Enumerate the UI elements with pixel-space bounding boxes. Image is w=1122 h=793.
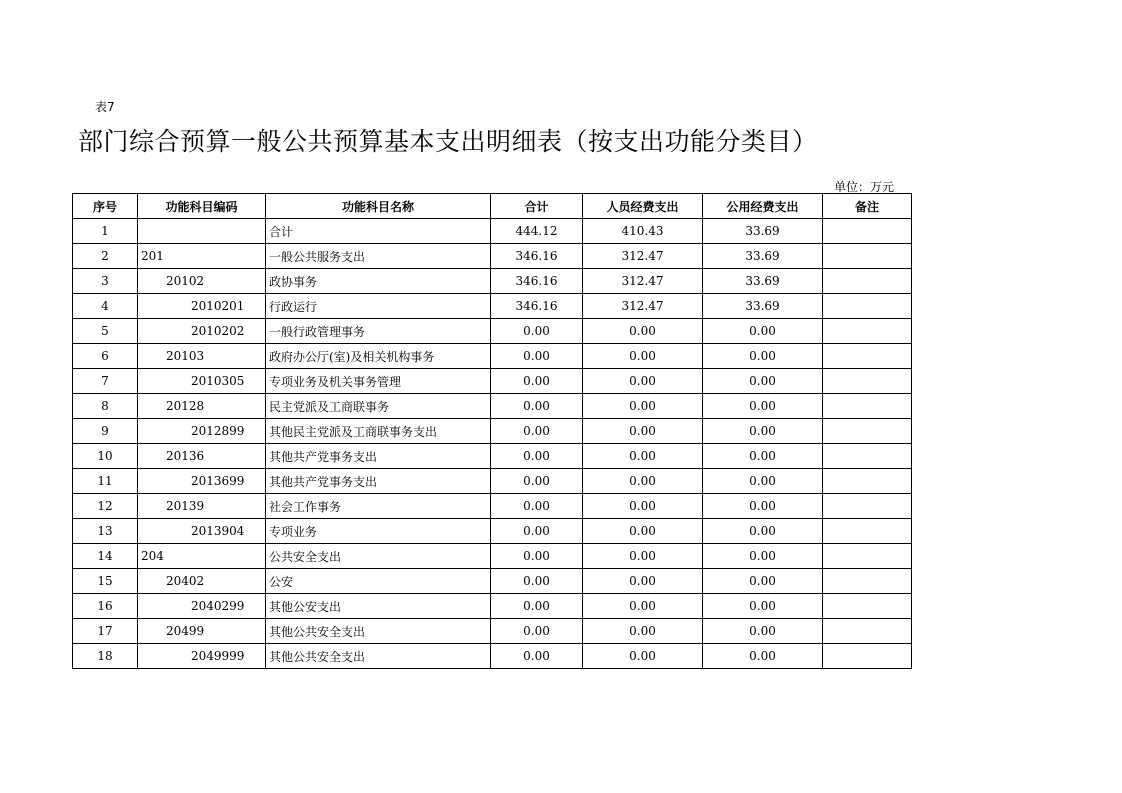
table-row — [73, 594, 912, 619]
cell-remark — [823, 494, 912, 519]
table-row — [73, 469, 912, 494]
cell-name: 民主党派及工商联事务 — [266, 394, 491, 419]
cell-seq: 11 — [73, 469, 138, 494]
cell-name: 一般公共服务支出 — [266, 244, 491, 269]
cell-code: 20402 — [138, 569, 266, 594]
cell-total: 0.00 — [491, 444, 583, 469]
table-row — [73, 519, 912, 544]
cell-personnel: 0.00 — [583, 594, 703, 619]
cell-code: 2040299 — [138, 594, 266, 619]
table-row — [73, 344, 912, 369]
cell-total: 346.16 — [491, 244, 583, 269]
header-name: 功能科目名称 — [266, 194, 491, 219]
unit-label: 单位：万元 — [834, 180, 895, 194]
cell-personnel: 0.00 — [583, 619, 703, 644]
cell-public: 33.69 — [703, 244, 823, 269]
cell-total: 346.16 — [491, 294, 583, 319]
cell-personnel: 0.00 — [583, 394, 703, 419]
cell-seq: 15 — [73, 569, 138, 594]
cell-name: 公安 — [266, 569, 491, 594]
cell-public: 0.00 — [703, 594, 823, 619]
cell-remark — [823, 619, 912, 644]
cell-code: 20136 — [138, 444, 266, 469]
cell-code: 2013699 — [138, 469, 266, 494]
cell-code — [138, 219, 266, 244]
cell-personnel: 312.47 — [583, 244, 703, 269]
header-public: 公用经费支出 — [703, 194, 823, 219]
cell-total: 0.00 — [491, 419, 583, 444]
budget-table — [72, 193, 912, 669]
cell-personnel: 0.00 — [583, 419, 703, 444]
cell-total: 0.00 — [491, 469, 583, 494]
table-row — [73, 644, 912, 669]
cell-personnel: 410.43 — [583, 219, 703, 244]
cell-remark — [823, 294, 912, 319]
cell-total: 0.00 — [491, 644, 583, 669]
table-header — [73, 194, 912, 219]
cell-name: 政协事务 — [266, 269, 491, 294]
cell-seq: 8 — [73, 394, 138, 419]
cell-code: 20103 — [138, 344, 266, 369]
cell-name: 公共安全支出 — [266, 544, 491, 569]
cell-code: 20499 — [138, 619, 266, 644]
cell-personnel: 0.00 — [583, 369, 703, 394]
cell-name: 社会工作事务 — [266, 494, 491, 519]
table-row — [73, 494, 912, 519]
cell-remark — [823, 594, 912, 619]
table-row — [73, 419, 912, 444]
cell-remark — [823, 219, 912, 244]
table-row — [73, 544, 912, 569]
cell-public: 0.00 — [703, 644, 823, 669]
cell-remark — [823, 519, 912, 544]
cell-personnel: 0.00 — [583, 469, 703, 494]
cell-public: 33.69 — [703, 269, 823, 294]
cell-code: 204 — [138, 544, 266, 569]
cell-remark — [823, 244, 912, 269]
cell-total: 0.00 — [491, 394, 583, 419]
cell-seq: 14 — [73, 544, 138, 569]
cell-seq: 5 — [73, 319, 138, 344]
cell-name: 一般行政管理事务 — [266, 319, 491, 344]
cell-public: 33.69 — [703, 294, 823, 319]
cell-name: 合计 — [266, 219, 491, 244]
page-title: 部门综合预算一般公共预算基本支出明细表（按支出功能分类目） — [78, 127, 818, 156]
cell-remark — [823, 394, 912, 419]
cell-public: 0.00 — [703, 619, 823, 644]
table-row — [73, 444, 912, 469]
cell-remark — [823, 344, 912, 369]
cell-public: 33.69 — [703, 219, 823, 244]
cell-public: 0.00 — [703, 344, 823, 369]
cell-total: 0.00 — [491, 544, 583, 569]
cell-code: 2012899 — [138, 419, 266, 444]
cell-public: 0.00 — [703, 494, 823, 519]
cell-seq: 1 — [73, 219, 138, 244]
cell-remark — [823, 269, 912, 294]
cell-name: 行政运行 — [266, 294, 491, 319]
cell-personnel: 312.47 — [583, 294, 703, 319]
cell-total: 444.12 — [491, 219, 583, 244]
table-number-label: 表7 — [95, 100, 115, 114]
cell-code: 2010202 — [138, 319, 266, 344]
table-row — [73, 394, 912, 419]
header-personnel: 人员经费支出 — [583, 194, 703, 219]
cell-remark — [823, 544, 912, 569]
cell-remark — [823, 319, 912, 344]
cell-seq: 16 — [73, 594, 138, 619]
cell-public: 0.00 — [703, 519, 823, 544]
cell-personnel: 0.00 — [583, 344, 703, 369]
cell-name: 其他民主党派及工商联事务支出 — [266, 419, 491, 444]
cell-total: 0.00 — [491, 369, 583, 394]
cell-seq: 13 — [73, 519, 138, 544]
cell-name: 专项业务 — [266, 519, 491, 544]
cell-code: 20128 — [138, 394, 266, 419]
cell-personnel: 0.00 — [583, 544, 703, 569]
cell-personnel: 0.00 — [583, 644, 703, 669]
table-body — [73, 219, 912, 669]
cell-personnel: 0.00 — [583, 494, 703, 519]
cell-seq: 9 — [73, 419, 138, 444]
cell-seq: 17 — [73, 619, 138, 644]
cell-code: 2010305 — [138, 369, 266, 394]
cell-seq: 18 — [73, 644, 138, 669]
cell-personnel: 312.47 — [583, 269, 703, 294]
cell-remark — [823, 644, 912, 669]
header-remark: 备注 — [823, 194, 912, 219]
cell-total: 0.00 — [491, 319, 583, 344]
cell-personnel: 0.00 — [583, 519, 703, 544]
header-seq: 序号 — [73, 194, 138, 219]
cell-public: 0.00 — [703, 469, 823, 494]
cell-name: 政府办公厅(室)及相关机构事务 — [266, 344, 491, 369]
cell-total: 0.00 — [491, 619, 583, 644]
cell-remark — [823, 419, 912, 444]
cell-public: 0.00 — [703, 544, 823, 569]
cell-seq: 3 — [73, 269, 138, 294]
cell-remark — [823, 369, 912, 394]
cell-name: 其他公安支出 — [266, 594, 491, 619]
cell-personnel: 0.00 — [583, 319, 703, 344]
header-row — [73, 194, 912, 219]
cell-total: 0.00 — [491, 594, 583, 619]
cell-public: 0.00 — [703, 319, 823, 344]
cell-name: 其他共产党事务支出 — [266, 444, 491, 469]
cell-remark — [823, 569, 912, 594]
cell-seq: 2 — [73, 244, 138, 269]
cell-name: 其他公共安全支出 — [266, 644, 491, 669]
table-row — [73, 244, 912, 269]
table-row — [73, 219, 912, 244]
cell-name: 其他公共安全支出 — [266, 619, 491, 644]
header-code: 功能科目编码 — [138, 194, 266, 219]
table-row — [73, 269, 912, 294]
cell-total: 0.00 — [491, 569, 583, 594]
table-row — [73, 294, 912, 319]
cell-seq: 10 — [73, 444, 138, 469]
cell-public: 0.00 — [703, 419, 823, 444]
cell-seq: 12 — [73, 494, 138, 519]
cell-seq: 7 — [73, 369, 138, 394]
cell-code: 201 — [138, 244, 266, 269]
cell-remark — [823, 444, 912, 469]
cell-name: 其他共产党事务支出 — [266, 469, 491, 494]
cell-public: 0.00 — [703, 444, 823, 469]
cell-public: 0.00 — [703, 394, 823, 419]
cell-name: 专项业务及机关事务管理 — [266, 369, 491, 394]
cell-total: 346.16 — [491, 269, 583, 294]
table-row — [73, 569, 912, 594]
cell-public: 0.00 — [703, 569, 823, 594]
table-row — [73, 619, 912, 644]
cell-personnel: 0.00 — [583, 569, 703, 594]
cell-code: 2010201 — [138, 294, 266, 319]
cell-code: 20139 — [138, 494, 266, 519]
header-total: 合计 — [491, 194, 583, 219]
cell-total: 0.00 — [491, 494, 583, 519]
cell-remark — [823, 469, 912, 494]
cell-code: 2013904 — [138, 519, 266, 544]
cell-code: 20102 — [138, 269, 266, 294]
cell-public: 0.00 — [703, 369, 823, 394]
cell-total: 0.00 — [491, 344, 583, 369]
cell-code: 2049999 — [138, 644, 266, 669]
table-row — [73, 319, 912, 344]
table-row — [73, 369, 912, 394]
cell-personnel: 0.00 — [583, 444, 703, 469]
cell-total: 0.00 — [491, 519, 583, 544]
cell-seq: 4 — [73, 294, 138, 319]
cell-seq: 6 — [73, 344, 138, 369]
